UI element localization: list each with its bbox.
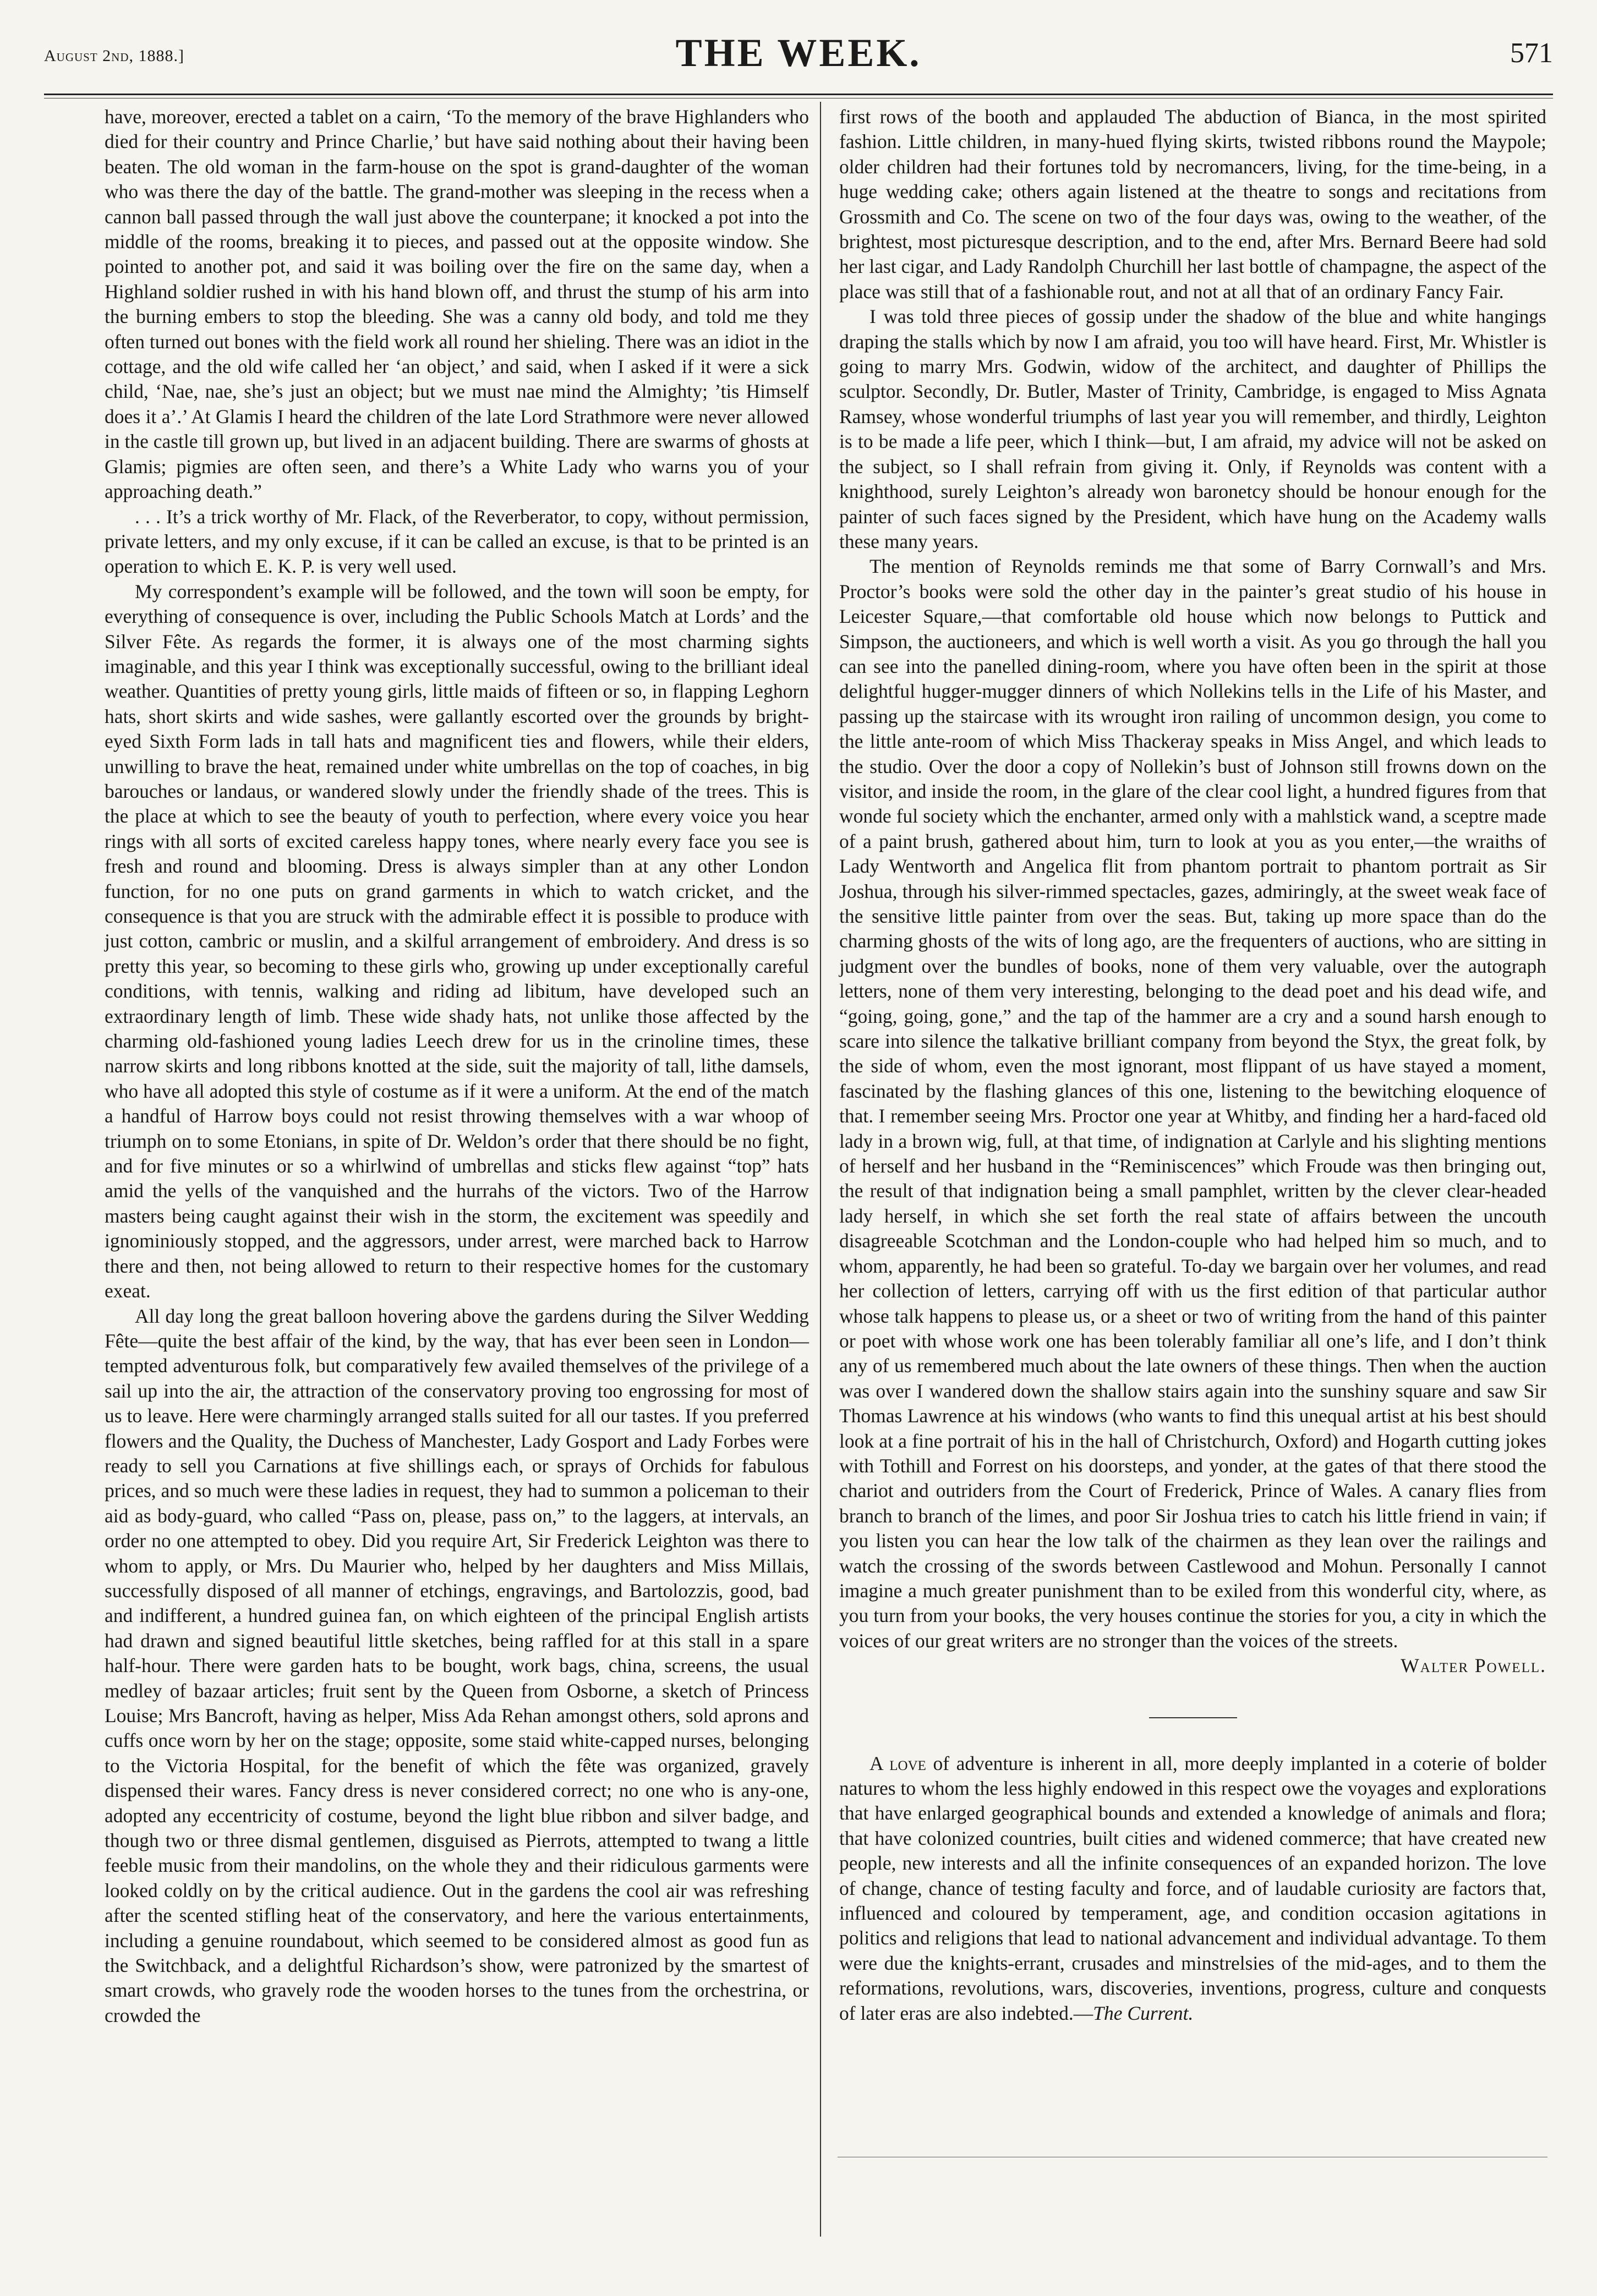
paragraph-text: The mention of Reynolds reminds me that some of Barry Cornwall’s and Mrs. Proctor’s books were sold the other day in the painter’s great studio of his house in Leicester Square,—that comfortable old house which now belongs to Puttick and Simpson, the auctioneers, and which is well worth a visit. As you go through the hall you can see into the panelled dining-room, where you have often been in the spirit at those delightful hugger-mugger dinners of which Nollekins tells in the Life of his Master, and passing up the staircase with its wrought iron railing of uncommon design, you come to the little ante-room of which Miss Thackeray speaks in Miss Angel, and which leads to the studio. Over the door a copy of Nollekin’s bust of Johnson still frowns down on the visitor, and inside the room, in the glare of the clear cool light, a hundred figures from that wonde ful society which the enchanter, armed only with a mahlstick wand, a sceptre made of a paint brush, gathered about him, turn to look at you as you enter,—the wraiths of Lady Wentworth and Angelica flit from phantom portrait to phantom portrait as Sir Joshua, through his silver-rimmed spectacles, gazes, admiringly, at the sweet weak face of the sensitive little painter from over the seas. But, taking up more space than do the charming ghosts of the wits of long ago, are the frequenters of auctions, who are sitting in judgment over the bundles of books, none of them very valuable, over the autograph letters, none of them very interesting, belonging to the dead poet and his dead wife, and “going, going, gone,” and the tap of the hammer are a cry and a sound harsh enough to scare into silence the talkative brilliant company from beyond the Styx, the great folk, by the side of whom, even the most ignorant, most flippant of us have stayed a moment, fascinated by the flashing glances of this one, listening to the bewitching eloquence of that. I remember seeing Mrs. Proctor one year at Whitby, and finding her a hard-faced old lady in a brown wig, full, at that time, of indignation at Carlyle and his slighting mentions of herself and her husband in the “Reminiscences” which Froude was then bringing out, the result of that indignation being a small pamphlet, written by the clever clear-headed lady herself, in which she set forth the real state of affairs between the uncouth disagreeable Scotchman and the London-couple who had helped him so much, and to whom, apparently, he had been so grateful. To-day we bargain over her volumes, and read her collection of letters, carrying off with us the first edition of that particular author whose talk happens to please us, or a sheet or two of writing from the hand of this painter or poet with whose work one has been tolerably familiar all one’s life, and I don’t think any of us remembered much about the late owners of these things. Then when the auction was over I wandered down the shallow stairs again into the sunshiny square and saw Sir Thomas Lawrence at his windows (who wants to find this unequal artist at his best should look at a fine portrait of his in the hall of Christchurch, Oxford) and Hogarth cutting jokes with Tothill and Forrest on his doorsteps, and yonder, at the gates of that there stood the chariot and outriders from the Court of Frederick, Prince of Wales. A canary flies from branch to branch of the limes, and poor Sir Joshua tries to catch his little friend in vain; if you listen you can hear the low talk of the chairmen as they lean over the railings and watch the crossing of the swords between Castlewood and Mohun. Personally I cannot imagine a much greater punishment than to be exiled from this wonderful city, where, as you turn from your books, the very houses continue the stories for you, a city in which the voices of our great writers are no stronger than the voices of the streets.	[839, 555, 1546, 1652]
section-separator	[1149, 1717, 1237, 1718]
lead-in: A love	[869, 1752, 926, 1774]
paragraph: have, moreover, erected a tablet on a cairn, ‘To the memory of the brave Highlanders who died for their country and Prince Charlie,’ but have said nothing about their having been beaten. The old woman in the farm-house on the spot is grand-daughter of the woman who was there the day of the battle. The grand-mother was sleeping in the recess when a cannon ball passed through the wall just above the counterpane; it knocked a pot into the middle of the rooms, breaking it to pieces, and passed out at the opposite window. She pointed to another pot, and said it was boiling over the fire on the same day, when a Highland soldier rushed in with his hand blown off, and thrust the stump of his arm into the burning embers to stop the bleeding. She was a canny old body, and told me they often turned out bones with the field work all round her shieling. There was an idiot in the cottage, and the old wife called her ‘an object,’ and said, when I asked if it were a sick child, ‘Nae, nae, she’s just an object; but we must nae mind the Almighty; ’tis Himself does it a’.’ At Glamis I heard the children of the late Lord Strathmore were never allowed in the castle till grown up, but lived in an adjacent building. There are swarms of ghosts at Glamis; pigmies are often seen, and there’s a White Lady who warns you of your approaching death.”	[105, 106, 809, 503]
paragraph: My correspondent’s example will be followed, and the town will soon be empty, for everything of consequence is over, including the Public Schools Match at Lords’ and the Silver Fête. As regards the former, it is always one of the most charming sights imaginable, and this year I think was exceptionally successful, owing to the brilliant ideal weather. Quantities of pretty young girls, little maids of fifteen or so, in flapping Leghorn hats, short skirts and wide sashes, were gallantly escorted over the grounds by bright-eyed Sixth Form lads in tall hats and magnificent ties and flowers, while their elders, unwilling to brave the heat, remained under white umbrellas on the top of coaches, in big barouches or landaus, or wandered slowly under the friendly shade of the trees. This is the place at which to see the beauty of youth to perfection, where every voice you hear rings with all sorts of excited careless happy tones, where nearly every face you see is fresh and round and blooming. Dress is always simpler than at any other London function, for no one puts on grand garments in which to watch cricket, and the consequence is that you are struck with the admirable effect it is possible to produce with just cotton, cambric or muslin, and a skilful arrangement of embroidery. And dress is so pretty this year, so becoming to these girls who, growing up under exceptionally careful conditions, with tennis, walking and riding ad libitum, have developed such an extraordinary length of limb. These wide shady hats, not unlike those affected by the charming old-fashioned young ladies Leech drew for us in the crinoline times, these narrow skirts and long ribbons knotted at the side, suit the majority of tall, lithe damsels, who have all adopted this style of costume as if it were a uniform. At the end of the match a handful of Harrow boys could not resist throwing themselves with a war whoop of triumph on to some Etonians, in spite of Dr. Weldon’s order that there should be no fight, and for five minutes or so a whirlwind of umbrellas and sticks flew against “top” hats amid the yells of the vanquished and the hurrahs of the victors. Two of the Harrow masters being caught against their wish in the storm, the excitement was speedily and ignominiously stopped, and the aggressors, under arrest, were marched back to Harrow there and then, not being allowed to return to their respective homes for the customary exeat.	[105, 580, 809, 1302]
paragraph	[839, 1751, 1546, 2026]
page-header	[44, 30, 1553, 91]
paragraph: first rows of the booth and applauded The abduction of Bianca, in the most spirited fashion. Little children, in many-hued flying skirts, twisted ribbons round the Maypole; older children had their fortunes told by necromancers, living, for the time-being, in a huge wedding cake; others again listened at the theatre to songs and recitations from Grossmith and Co. The scene on two of the four days was, owing to the weather, of the brightest, most picturesque description, and to the end, after Mrs. Bernard Beere had sold her last cigar, and Lady Randolph Churchill her last bottle of champagne, the aspect of the place was still that of a fashionable rout, and not at all that of an ordinary Fancy Fair.	[839, 106, 1546, 303]
author-signature: Walter Powell.	[1401, 1654, 1546, 1677]
paragraph: All day long the great balloon hovering above the gardens during the Silver Wedding Fête—quite the best affair of the kind, by the way, that has ever been seen in London—tempted adventurous folk, but comparatively few availed themselves of the privilege of a sail up into the air, the attraction of the conservatory proving too engrossing for most of us to leave. Here were charmingly arranged stalls suited for all our tastes. If you preferred flowers and the Quality, the Duchess of Manchester, Lady Gosport and Lady Forbes were ready to sell you Carnations at five shillings each, or sprays of Orchids for fabulous prices, and so much were these ladies in request, they had to summon a policeman to their aid as body-guard, who called “Pass on, please, pass on,” to the laggers, at intervals, an order no one attempted to obey. Did you require Art, Sir Frederick Leighton was there to whom to apply, or Mrs. Du Maurier who, helped by her daughters and Miss Millais, successfully disposed of all manner of etchings, engravings, and Bartolozzis, good, bad and indifferent, a hundred guinea fan, on which eighteen of the principal English artists had drawn and signed beautiful little sketches, being raffled for at this stall in a spare half-hour. There were garden hats to be bought, work bags, china, screens, the usual medley of bazaar articles; fruit sent by the Queen from Osborne, a sketch of Princess Louise; Mrs Bancroft, having as helper, Miss Ada Rehan amongst others, sold aprons and cuffs once worn by her on the stage; opposite, some staid white-capped nurses, belonging to the Victoria Hospital, for the benefit of which the fête was organized, gravely dispensed their wares. Fancy dress is never considered correct; no one who is any-one, adopted any eccentricity of costume, beyond the light blue ribbon and silver badge, and though two or three dismal gentlemen, disguised as Pierrots, attempted to twang a little feeble music from their mandolins, on the whole they and their ridiculous garments were looked coldly on by the critical audience. Out in the gardens the cool air was refreshing after the scented stifling heat of the conservatory, and here the various entertainments, including a genuine roundabout, which seemed to be considered almost as good fun as the Switchback, and a delightful Richardson’s show, were patronized by the smartest of smart crowds, who gravely rode the wooden horses to the tunes from the orchestrina, or crowded the	[105, 1305, 809, 2026]
paragraph	[839, 554, 1546, 1677]
right-column	[839, 105, 1546, 2026]
paragraph: I was told three pieces of gossip under the shadow of the blue and white hangings draping the stalls which by now I am afraid, you too will have heard. First, Mr. Whistler is going to marry Mrs. Godwin, widow of the architect, and daughter of Phillips the sculptor. Secondly, Dr. Butler, Master of Trinity, Cambridge, is engaged to Miss Agnata Ramsey, whose wonderful triumphs of last year you will remember, and thirdly, Leighton is to be made a life peer, which I think—but, I am afraid, my advice will not be asked on the subject, so I shall refrain from giving it. Only, if Reynolds was content with a knighthood, surely Leighton’s already won baronetcy should be honour enough for the painter of such faces signed by the President, which have hung on the Academy walls these many years.	[839, 305, 1546, 552]
publication-title: THE WEEK.	[675, 31, 922, 75]
header-rule	[44, 94, 1553, 95]
page-number: 571	[1510, 37, 1553, 69]
issue-date: August 2nd, 1888.]	[44, 47, 184, 65]
paragraph-text: of adventure is inherent in all, more deeply implanted in a coterie of bolder natures to whom the less highly endowed in this respect owe the voyages and explorations that have enlarged geographical bounds and extended a knowledge of animals and flora; that have colonized countries, built cities and widened commerce; that have created new people, new interests and all the infinite consequences of an expanded horizon. The love of change, chance of testing faculty and force, and of laudable curiosity are factors that, influenced and coloured by temperament, age, and condition occasion agitations in politics and religions that lead to national advancement and individual advantage. To them were due the knights-errant, crusades and minstrelsies of the mid-ages, and to them the reformations, revolutions, wars, discoveries, inventions, progress, culture and conquests of later eras are also indebted.—	[839, 1752, 1546, 2024]
left-column	[105, 105, 809, 2028]
paragraph: . . . It’s a trick worthy of Mr. Flack, of the Reverberator, to copy, without permission, private letters, and my only excuse, if it can be called an excuse, is that to be printed is an operation to which E. K. P. is very well used.	[105, 505, 809, 578]
column-divider	[820, 102, 821, 2237]
source-citation: The Current.	[1093, 2002, 1194, 2024]
